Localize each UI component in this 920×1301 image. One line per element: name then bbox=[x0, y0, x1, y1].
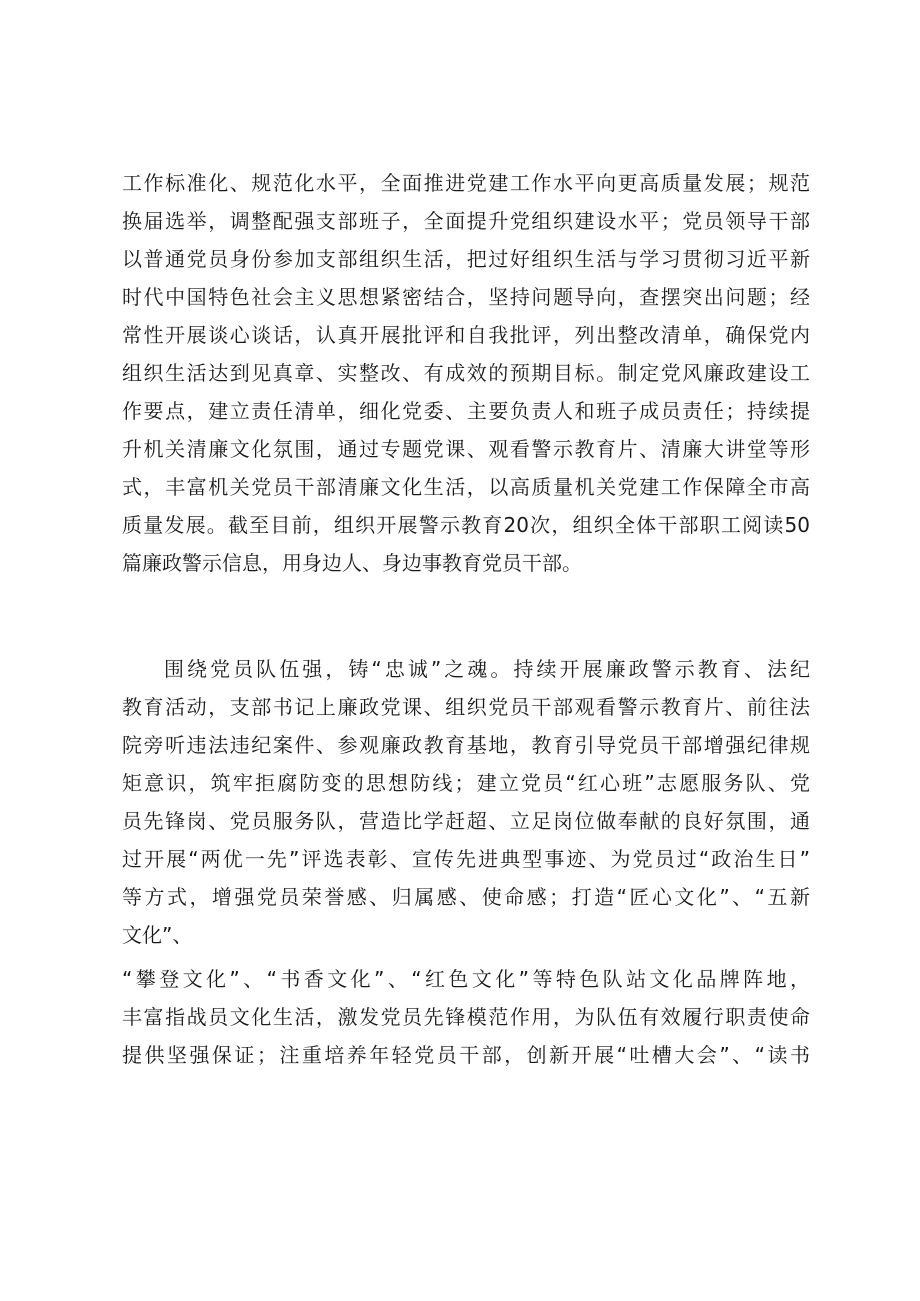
paragraph-1 bbox=[122, 164, 810, 582]
paragraph-3 bbox=[122, 960, 810, 1074]
paragraph-line: 矩意识，筑牢拒腐防变的思想防线；建立党员“红心班”志愿服务队、党 bbox=[122, 771, 810, 795]
paragraph-line: 过开展“两优一先”评选表彰、宣传先进典型事迹、为党员过“政治生日” bbox=[122, 847, 810, 871]
paragraph-line: 质量发展。截至目前，组织开展警示教育20次，组织全体干部职工阅读50 bbox=[122, 513, 810, 537]
paragraph-line: 丰富指战员文化生活，激发党员先锋模范作用，为队伍有效履行职责使命 bbox=[122, 1005, 810, 1029]
paragraph-line: 员先锋岗、党员服务队，营造比学赶超、立足岗位做奉献的良好氛围，通 bbox=[122, 809, 810, 833]
paragraph-line: 升机关清廉文化氛围，通过专题党课、观看警示教育片、清廉大讲堂等形 bbox=[122, 437, 810, 461]
paragraph-line: 以普通党员身份参加支部组织生活，把过好组织生活与学习贯彻习近平新 bbox=[122, 247, 810, 271]
paragraph-line: 作要点，建立责任清单，细化党委、主要负责人和班子成员责任；持续提 bbox=[122, 399, 810, 423]
paragraph-line: 工作标准化、规范化水平，全面推进党建工作水平向更高质量发展；规范 bbox=[122, 171, 810, 195]
paragraph-line: 篇廉政警示信息，用身边人、身边事教育党员干部。 bbox=[122, 551, 582, 575]
paragraph-line: 院旁听违法违纪案件、参观廉政教育基地，教育引导党员干部增强纪律规 bbox=[122, 733, 810, 757]
paragraph-line: 围绕党员队伍强，铸“忠诚”之魂。持续开展廉政警示教育、法纪 bbox=[164, 657, 810, 681]
paragraph-line: 教育活动，支部书记上廉政党课、组织党员干部观看警示教育片、前往法 bbox=[122, 695, 810, 719]
paragraph-line: 时代中国特色社会主义思想紧密结合，坚持问题导向，查摆突出问题；经 bbox=[122, 285, 810, 309]
paragraph-line: 换届选举，调整配强支部班子，全面提升党组织建设水平；党员领导干部 bbox=[122, 209, 810, 233]
paragraph-line: 常性开展谈心谈话，认真开展批评和自我批评，列出整改清单，确保党内 bbox=[122, 323, 810, 347]
paragraph-line: 式，丰富机关党员干部清廉文化生活，以高质量机关党建工作保障全市高 bbox=[122, 475, 810, 499]
paragraph-line: 文化”、 bbox=[122, 923, 193, 947]
paragraph-line: “攀登文化”、“书香文化”、“红色文化”等特色队站文化品牌阵地， bbox=[122, 967, 810, 991]
paragraph-line: 组织生活达到见真章、实整改、有成效的预期目标。制定党风廉政建设工 bbox=[122, 361, 810, 385]
paragraph-2 bbox=[122, 650, 810, 954]
paragraph-line: 等方式，增强党员荣誉感、归属感、使命感；打造“匠心文化”、“五新 bbox=[122, 885, 810, 909]
paragraph-line: 提供坚强保证；注重培养年轻党员干部，创新开展“吐槽大会”、“读书 bbox=[122, 1043, 810, 1067]
